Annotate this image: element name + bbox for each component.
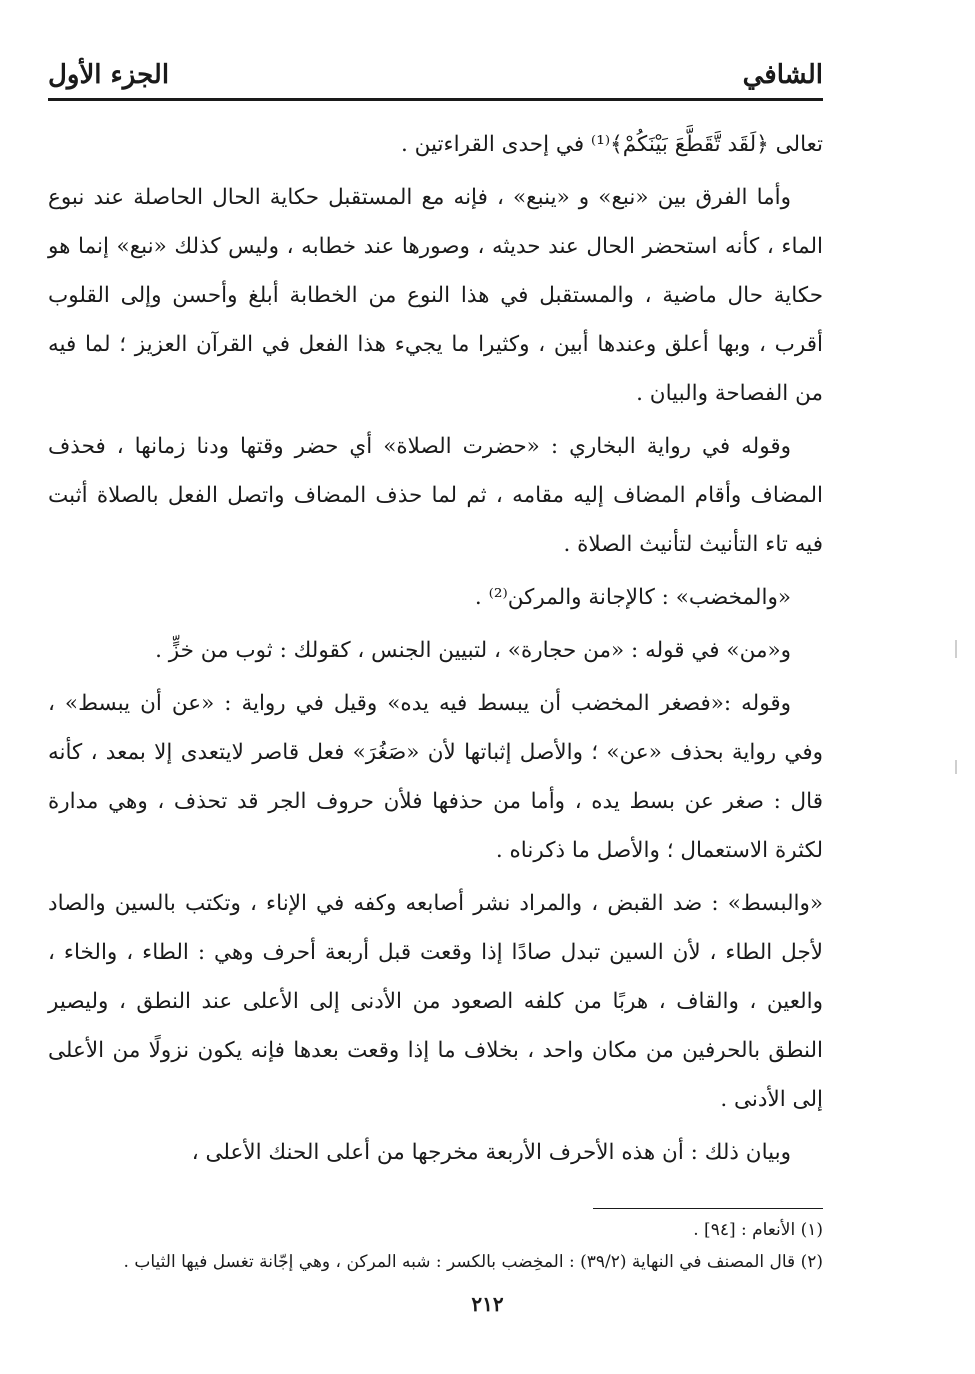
header-volume-title: الجزء الأول (48, 60, 170, 90)
paragraph-1: تعالى ﴿لَقَد تَّقَطَّعَ بَيْنَكُمْ﴾⁽¹⁾ في إحدى القراءتين . (401, 132, 823, 157)
paragraph-7: «والبسط» : ضد القبض ، والمراد نشر أصابعه وكفه في الإناء ، وتكتب بالسين والصاد لأجل الطاء ، لأن السين تبدل صادًا إذا وقعت قبل أربعة أحرف وهي : الطاء ، والخاء ، والعين ، والقاف ، هربًا من كلفه الصعود من الأدنى إلى الأعلى عند النطق ، وليصير النطق بالحرفين من مكان واحد ، بخلاف ما إذا وقعت بعدها فإنه يكون نزولًا من الأعلى إلى الأدنى . (48, 891, 823, 1112)
paragraph-3: وقوله في رواية البخاري : «حضرت الصلاة» أي حضر وقتها ودنا زمانها ، فحذف المضاف وأقام المضاف إليه مقامه ، ثم لما حذف المضاف واتصل الفعل بالصلاة أثبت فيه تاء التأنيث لتأنيث الصلاة . (48, 434, 823, 557)
paragraph-5: و«من» في قوله : «من حجارة» ، لتبيين الجنس ، كقولك : ثوب من خزٍّ . (155, 638, 791, 663)
footnote-2: (٢) قال المصنف في النهاية (٣٩/٢) : المخِضب بالكسر : شبه المركن ، وهي إجّانة تغسل فيها الثياب . (123, 1252, 823, 1272)
footnote-1: (١) الأنعام : [٩٤] . (693, 1220, 823, 1240)
page-number: ٢١٢ (471, 1292, 504, 1316)
scan-margin-mark (955, 640, 957, 658)
header-rule (48, 98, 823, 101)
paragraph-6: وقوله :«فصغر المخضب أن يبسط فيه يده» وقيل في رواية : «عن أن يبسط» ، وفي رواية بحذف «عن» ؛ والأصل إثباتها لأن «صَغُرَ» فعل قاصر لايتعدى إلا بمعد ، كأنه قال : صغر عن بسط يده ، وأما من حذفها فلأن حروف الجر قد تحذف ، وهي مدارة لكثرة الاستعمال ؛ والأصل ما ذكرناه . (48, 691, 823, 863)
paragraph-4: «والمخضب» : كالإجانة والمركن⁽²⁾ . (474, 585, 791, 610)
header-book-title: الشافي (742, 60, 823, 90)
footnotes (48, 1214, 823, 1278)
running-head (48, 52, 823, 92)
paragraph-8: وبيان ذلك : أن هذه الأحرف الأربعة مخرجها من أعلى الحنك الأعلى ، (191, 1140, 791, 1165)
paragraph-2: وأما الفرق بين «نبع» و «ينبع» ، فإنه مع المستقبل حكاية الحال الحاصلة عند نبوع الماء ، كأنه استحضر الحال عند حديثه ، وصورها عند خطابه ، وليس كذلك «نبع» إنما هو حكاية حال ماضية ، والمستقبل في هذا النوع من الخطابة أبلغ وأحسن وإلى القلوب أقرب ، وبها أعلق وعندها أبين ، وكثيرا ما يجيء هذا الفعل في القرآن العزيز ؛ لما فيه من الفصاحة والبيان . (48, 185, 823, 406)
scan-margin-mark (955, 760, 957, 774)
footnote-rule (593, 1208, 823, 1209)
body-text (48, 120, 823, 1181)
